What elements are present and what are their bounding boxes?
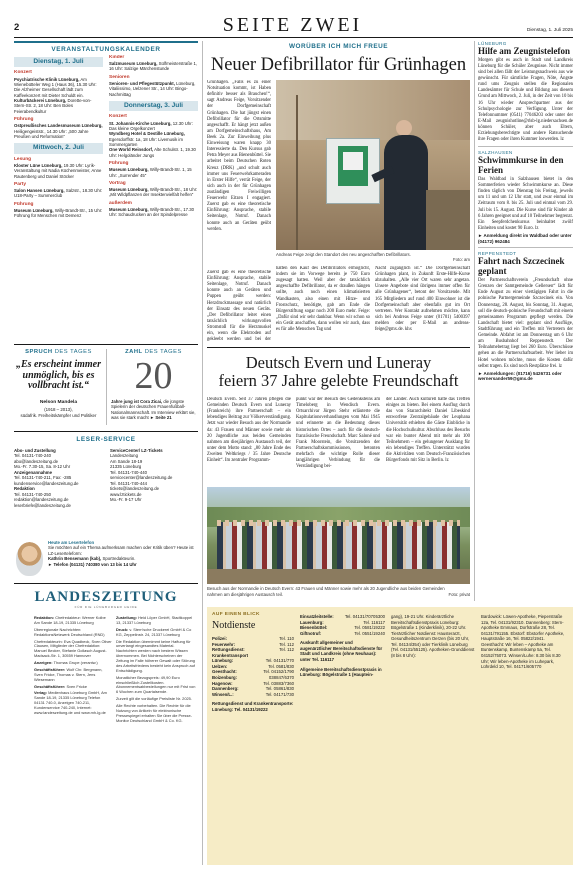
calendar-entry: Senioren- und Pflegestützpunkt, Lüneburg, Vitaliissimo, Uelzener Str., 14 Uhr: Bingo-Nachmittag bbox=[109, 80, 196, 97]
sidebar-note: ► Anmeldung direkt im Waldbad oder unter (04172) 962484 bbox=[478, 232, 572, 244]
sidebar-text: Das Waldbad in Salzhausen bietet in den Sommerferien wieder Schwimmkurse an. Diese finden täglich von Dienstag bis Freitag, jeweils um 11 und um 12 Uhr statt, und zwar einmal im Zeitraum vom 8. bis 25. Juli und einmal vom 29. Juli bis 15. August. Die Kurse sind für Kinder ab 6 Jahren geeignet und auf 10 Teilnehmer begrenzt. Ein Seepferdchenkursus beinhaltet zwölf Einheiten und kostet 90 Euro. lz bbox=[478, 176, 573, 231]
lead-photo-credit: Foto: am bbox=[453, 257, 470, 262]
calendar-category: außerdem bbox=[109, 200, 132, 206]
calendar-category: Vortrag bbox=[109, 180, 126, 186]
notdienste-col-4: Bardowick: Löwen-Apotheke, Pieperstraße 12a, Tel. 04131/92310. Dannenberg: Stern-Apotheke Emmaus, Dorfstraße 28, Tel. 04131/791155. Ebstorf: Ebstorfer Apotheke, Hauptstraße 16, Tel. 05822/1941. Geesthacht: Wir leben – Apotheke am Buntenskamp, Buntenskamp 5a, Tel. 04152/75073. Winsen/Luhe: 8.30 bis 8.30 Uhr; Wir leben-Apotheke im Luhepark, Lührdeld 10, Tel. 04171/605770 bbox=[481, 614, 565, 670]
quote-heading: SPRUCH DES TAGES bbox=[25, 349, 92, 355]
calendar-col-1 bbox=[14, 55, 103, 340]
quote-role: südafrik. Freiheitskämpfer und Politiker bbox=[20, 413, 97, 418]
calendar-category: Führung bbox=[109, 161, 129, 167]
calendar-date: Donnerstag, 3. Juli bbox=[109, 101, 198, 111]
sidebar-text: Der Partnerschaftsverein „Freundschaft ohne Grenzen der Samtgemeinde Gellersen“ lädt für Ende August zu einer viertägigen Fahrt in die polnische Partnergemeinde Szczecinek ein. Von Donnerstag, 28. August, bis Sonntag, 31. August, soll die deutsch-polnische Freundschaft mit einem gemeinsamen Programm gepflegt werden. Die Landschaft bietet viel: geplant sind Ausflüge, Stadtführung und ein Treffen mit Vertretern der Gemeinde. Abfahrt ist am Donnerstag um 6 Uhr am Busbahnhof Reppenstedt. Der Teilnahmebetrag liegt bei 260 Euro. Überschüsse gehen an die Partnerschaftsarbeit. Wer lieber im Hotel wohnen möchte, muss die Kosten dafür selbst tragen. Es sind noch Restplätze frei. lz bbox=[478, 278, 573, 369]
lead-col-1: Grünhagen. „Falls es zu einer Notsituation kommt, ist Haben definitiv besser als Brauchen!“, sagt Andreas Feige, Vorsitzender der Dorfgemeinschaft Grünhagen. Die hat jüngst einen Defibrillator für die Ortsmitte angeschafft. Er hängt jetzt außen am Dorfgemeinschaftshaus, Am Beek 2a. Zur Einweihung plus Einweisung waren knapp 30 Interessierte da. Den Kursus gab Petra Meyer aus Bienenbüttel. Sie arbeitet beim Deutschen Roten Kreuz (DRK) „und schult auch immer uns Feuerwehrkameraden in Erster Hilfe“, verrät Feige, der sich auch in der für Grünhagen zuständigen Freiwilligen Feuerwehr Eitzen I engagiert. Zuerst gab es eine theoretische Einführung: Ansprache, stabile Seitenlage, Notruf. Danach konnte auch an Geräten geübt werden. bbox=[207, 80, 271, 232]
calendar-entry: Museum Lüneburg, Willy-Brandt-Str., 17.30 Uhr: Schaudrucken an der Spindelpresse bbox=[109, 206, 195, 218]
header-rule bbox=[14, 37, 573, 38]
calendar-category: Führung bbox=[14, 201, 34, 207]
calendar-entry: Ostpreußisches Landesmuseum Lüneburg, Heiligengeiststr., 14.30 Uhr: „500 Jahre Preußen und Reformation“ bbox=[14, 123, 103, 139]
page-number: 2 bbox=[14, 22, 20, 33]
calendar-entry: Psychiatrische Klinik Lüneburg, Am Wienebütteler Weg 1 (Haus 36), 15.30 Uhr: Die Alzheimer Gesellschaft lädt zum Kaffeekonzert mit Dieter Schuldt ein. bbox=[14, 76, 97, 98]
sidebar-headline: Schwimmkurse in den Ferien bbox=[478, 155, 564, 176]
group-photo-caption: Besuch aus der Normandie in Deutsch Evern: 43 Frauen und Männer sowie mehr als 20 Jugendliche aus beiden Gemeinden nahmen am diesjährigen Austausch teil. bbox=[207, 586, 445, 597]
notdienste-kicker: AUF EINEN BLICK bbox=[212, 612, 260, 617]
calendar-entry: Wyndberg Hotel & Destille Lüneburg, Egersdorffstr. 1a, 18 Uhr: Livemusik im Sommergarten bbox=[109, 131, 185, 148]
service-col-right: ServiceCenter/ LZ-Tickets Landeszeitung Am Sande 18-19 21335 Lüneburg Tel. 04131-740-440 servicecenter@landeszeitung.de Tel. 04131-740-444 tickets@landeszeitung.de www.lztickets.de Mo.-Fr. 9-17 Uhr bbox=[110, 448, 173, 503]
lead-col-3: hatten den Kauf des Defibrillators ermöglicht, indem sie im Vorwege bereits je 750 Euro zugesagt hatten. Weil aber der tatsächlich angeschaffte Defibrillator, da er draußen hängen sollte, auch noch einen klimatisierten Wandkasten, also einen mit Hitze- und Frostschutz, benötigte, gab am Ende die Bürgerstiftung sogar noch 200 Euro mehr. Feige: „Dafür sind wir sehr dankbar. Wenn wir schon so ein Gerät anschaffen, dann wollen wir auch, dass es für alle Menschen Tag und bbox=[276, 266, 370, 333]
number-link[interactable]: ► Seite 21 bbox=[149, 415, 172, 421]
calendar-col-2 bbox=[109, 55, 198, 340]
sidebar-kicker: SALZHAUSEN bbox=[478, 150, 513, 156]
sidebar bbox=[478, 41, 573, 601]
calendar-category: Führung bbox=[14, 117, 34, 123]
calendar-entry: One World Reinsdorf, Alte Schulstr. 1, 19.30 Uhr: Helgoländer Jungs bbox=[109, 147, 196, 158]
masthead-sub: FÜR DIE LÜNEBURGER HEIDE bbox=[74, 605, 138, 609]
contact-box: Heute am Lesertelefon Sie möchten auf ein Thema aufmerksam machen oder Kritik üben? Heute ist LZ-Leserteleform: Kathrin Bensemann (kab), Sportredakteurin. ► Telefon (04131) 740380 von 13 bis 14 Uhr bbox=[48, 540, 194, 567]
quote-text: „Es erscheint immer unmöglich, bis es vollbracht ist.“ bbox=[16, 359, 102, 391]
calendar-date: Mittwoch, 2. Juli bbox=[14, 143, 103, 153]
sidebar-headline: Fahrt nach Szczecinek geplant bbox=[478, 256, 565, 277]
calendar-top-bar bbox=[14, 41, 198, 43]
notdienste-col-2: Einsatzleitstelle: Tel. 04131/70705300 Lauenburg: Tel. 116117 Bienenbüttel: Tel. 0581/19222 Giftnotruf: Tel. 0551/19240 Auskunft allgemeiner und augenärztlicher Bereitschaftsdienste für Stadt und Landkreis (ohne Neuhaus): unter Tel. 116117 Allgemeine Bereitschaftsdienstpraxis in Lüneburg: Bögelstraße 1 (Hauptein- bbox=[300, 614, 385, 678]
calendar-entry: Salon Hansen Lüneburg, Salzstr., 18.30 Uhr: U18-Party – Summerclub bbox=[14, 188, 103, 199]
calendar-category: Kinder bbox=[109, 55, 125, 60]
sidebar-kicker: REPPENSTEDT bbox=[478, 251, 517, 257]
lead-photo-caption: Andreas Feige zeigt den Standort des neu angeschafften Defibrillators. bbox=[276, 252, 411, 257]
lead-photo bbox=[276, 80, 470, 250]
quote-author: Nelson Mandela bbox=[39, 400, 78, 405]
calendar-entry: St. Johannis-Kirche Lüneburg, 12.30 Uhr: Das kleine Orgelkonzert bbox=[109, 120, 193, 131]
quote-years: (1918 – 2013), bbox=[44, 407, 73, 412]
number-value: 20 bbox=[134, 355, 173, 397]
article-divider bbox=[207, 347, 470, 348]
number-text: Jahre jung ist Cora Zicai, die jüngste Spielerin der deutschen Frauenfußball-Nationalmannschaft. Im Interview erklärt sie, was sie stark macht ► Seite 21 bbox=[111, 399, 196, 421]
masthead: LANDESZEITUNG bbox=[34, 589, 178, 605]
imprint-col-1: Redaktion: Chefredakteur: Werner Kolbe Am Sande 18-19, 21335 Lüneburg Überregionale Nachrichten: RedaktionsNetzwerk Deutschland (RND) Chefredakteurin: Eva Quadbeck, Sven Oliver Clausen, Mitglieder der Chefredaktion: Manuel Becker, Stefanie Gollasch August-Madsack-Str. 1, 30559 Hannover Anzeigen: Thomas Grupe (verantw.) Geschäftsführer: Wolf Chr. Bergmann, Sven Fricke, Thomas v. Stern, Jens Wiesemann Geschäftsführer: Sven Fricke Verlag: Medienhaus Lüneburg GmbH, Am Sande 18-19, 21335 Lüneburg Telefon 04131 740-0, Anzeigen 740-211, Kundenservice 740-240, Internet: www.landeszeitung.de und www.mh-lg.de bbox=[34, 616, 112, 715]
calendar-entry: Kloster Lüne Lüneburg, 19.30 Uhr: Lyrik-Veranstaltung mit Nadia Küchenmeister, Anne Rautenberg und Daniel Stöcker bbox=[14, 162, 102, 179]
calendar-category: Konzert bbox=[14, 70, 32, 76]
calendar-entry: Museum Lüneburg, Willy-Brandt-Str. 1, 15 Uhr: „Surrender 45“ bbox=[109, 167, 192, 178]
notdienste-col-1: Polizei: Tel. 110 Feuerwehr: Tel. 112 Rettungsdienst: Tel. 112 Krankentransport Lüneburg: Tel. 04131/770 Uelzen: Tel. 0581/830 Geesthacht: Tel. 04152/1790 Boizenburg: 038847/6370 Hagenow: Tel. 03883/7360 Dannenberg: Tel. 05861/830 Winsen/L.: Tel. 04171/730 Rettungsdienst und Krankentransporte: Lüneburg: Tel. 04131/19222 bbox=[212, 636, 294, 712]
calendar-heading: VERANSTALTUNGSKALENDER bbox=[51, 46, 161, 53]
calendar-entry: Museum Lüneburg, Willy-Brandt-Str., 15 Uhr: Führung für Menschen mit Demenz bbox=[14, 207, 103, 219]
second-col-1: Deutsch Evern. Seit 37 Jahren pflegen die Gemeinden Deutsch Evern und Luneray (Frankreich) ihre Partnerschaft – ein lebendiges Beitrag zur Völkerverständigung. Jetzt war wieder Besuch aus der Normandie da: 43 Frauen und Männer sowie mehr als 20 Jugendliche aus beiden Gemeinden nahmen am diesjährigen Austausch teil, der unter dem Motto stand: „80 Jahre Ende des Zweiten Weltkriegs / 35 Jahre Deutsche Einheit“. Im zentraler Programm- bbox=[207, 397, 291, 464]
calendar-entry: Kulturbäckerei Lüneburg, Dorette-von-Stern-Str. 2, 18 Uhr: Ben Boles Feierabendkultur bbox=[14, 98, 92, 114]
imprint-col-2: Zustellung: Heid Löper GmbH, Stadtkoppel 13, 21337 Lüneburg Druck: v. Stern'sche Druckerei GmbH & Co KG, Zeppelinstr. 24, 21337 Lüneburg Die Redaktion übernimmt keine Haftung für unverlangt eingesandtes Material. Nachrichten werden nach bestem Wissen übernommen. Bei Nichterscheinen der Zeitung im Falle höherer Gewalt oder Störung des Arbeitsfriedens besteht kein Anspruch auf Entschädigung. Monatlicher Bezugspreis: 49,90 Euro einschließlich Zustellkosten. Abonnementsabbestellungen nur mit Frist von 6 Wochen zum Quartalsende. Zurzeit gilt die vorläufige Preisliste Nr. 2025. Alle Rechte vorbehalten. Die Rechte für die Nutzung von Artikeln für elektronische Pressespiegel erhalten Sie über die Presse-Monitor Deutschland GmbH & Co. KG. bbox=[116, 616, 196, 723]
sidebar-kicker: LÜNEBURG bbox=[478, 41, 507, 46]
sidebar-note: ► Anmeldungen: (01716) 5426731 oder wernersander59@gmx.de bbox=[478, 370, 562, 382]
notdienste-col-3: gang), 19-21 Uhr. Kinderärztliche Bereitschaftsdienstpraxis Lüneburg: Bögelstraße 1 (Kinderklinik), 20-22 Uhr. Tierärztlicher Notdienst: Hausterarzt, Gesundheitszentrum Oerzen (bis 20 Uhr, Tel. 04134/354) oder Tierklinik Lüneburg (Tel. 04131/55125). Apotheken-Grunddienst (8 bis 8 Uhr): bbox=[391, 614, 475, 659]
main-side-divider bbox=[474, 41, 475, 601]
service-heading: LESER-SERVICE bbox=[76, 436, 136, 443]
calendar-category: Konzert bbox=[109, 114, 127, 120]
imprint-top-rule bbox=[14, 583, 198, 584]
calendar-date: Dienstag, 1. Juli bbox=[14, 57, 103, 67]
lead-kicker: WORÜBER ICH MICH FREUE bbox=[288, 43, 389, 50]
sidebar-text: Morgen gibt es auch in Stadt und Landkreis Lüneburg für die Schüler Zeugnisse. Nicht immer sind bei allen fällt der Leistungsnachweis aus wie gewünscht. Für sämtliche Fragen, Nöte, Ängste rund ums Zeugnis stellen die Regionalen Landesämter für Schule und Bildung aus diesem Grund am Mittwoch, 2. Juli, in der Zeit von 10 bis 16 Uhr wieder Ansprechpartner aus der Schulpsychologie zur Verfügung. Unter der Telefonnummer (0541) 77046203 oder unter der E-Mail zeugnishotline@rlsb-lg.niedersachsen.de können Schüler, aber auch Eltern, Erziehungsberechtigte und andere Ratsuchende ihre Fragen oder ihren Kummer loswerden. lz bbox=[478, 57, 573, 143]
group-photo bbox=[207, 487, 470, 584]
dateline: Dienstag, 1. Juli 2025 bbox=[526, 28, 573, 33]
contact-phone[interactable]: ► Telefon (04131) 740380 von 13 bis 14 Uhr bbox=[48, 561, 137, 567]
lead-col-4: Nacht zugänglich ist.“ Die Dorfgemeinschaft Grünhagen plant, in Zukunft Erste-Hilfe-Kurse abzuhalten. „Alle vier Ort waren sehr angetan. Unsere Angebote sind übrigens immer offen für alle Grünhagener“, betont der Vorsitzende. Mit 165 Mitgliedern auf rund 400 Einwohner ist die Dorfgemeinschaft aber ebenfalls gut im Ort vertreten. Wer Kontakt aufnehmen möchte, kann sich bei Andreas Feige unter (01701) 5400397 melden oder per E-Mail an andreas-feige@gmx.de. khx bbox=[375, 266, 470, 333]
calendar-category: Senioren bbox=[109, 74, 130, 80]
lead-col-2: Zuerst gab es eine theoretische Einführung: Ansprache, stabile Seitenlage, Notruf. Danach konnte auch an Geräten und Puppen geübt werden: Herzdruckmassage und natürlich der Einsatz des neuen Geräts. „Der Defibrillator leitet einen tatsächlich wirkungsvollen Stromstoß für die Herzmuskel ein, wenn die Elektroden auf gekleebt werden und bei der bbox=[207, 270, 271, 342]
avatar bbox=[16, 542, 43, 576]
service-top-rule bbox=[14, 431, 198, 432]
calendar-entry: Museum Lüneburg, Willy-Brandt-Str., 18 Uhr: „Mit Wildpflanzen der Insektenvielfalt helfen“ bbox=[109, 187, 198, 198]
lead-headline: Neuer Defibrillator für Grünhagen bbox=[210, 55, 467, 75]
calendar-category: Lesung bbox=[14, 156, 32, 162]
group-photo-credit: Foto: privat bbox=[448, 592, 470, 597]
calendar-category: Party bbox=[14, 181, 26, 187]
calendar-entry: Salzmuseum Lüneburg, Sülfmeisterstraße 1, 16 Uhr: Salzige Märchenstunde bbox=[109, 61, 198, 72]
second-col-3: der Länder. Auch kulturell hatte das Treffen einiges zu bieten. Bei einem Ausflug durch das von Stararchitekt Daniel Libeskind entworfene Zentralgebäude der Leuphana Universität erhielten die Gäste Einblicke in die Hochschulkultur. Abschluss des Besuchs war ein bunter Abend mit mehr als 100 Teilnehmern – ein gelungener Ausklang für ein lebendiges Treffen. Unterstützt wurden die Aktivitäten vom Deutsch-Französischen Bürgerfonds mit Sitz in Berlin. lz bbox=[386, 397, 470, 464]
quote-number-divider bbox=[106, 349, 107, 425]
section-title: SEITE ZWEI bbox=[222, 14, 363, 36]
quote-top-rule bbox=[14, 344, 198, 345]
notdienste-title: Notdienste bbox=[212, 620, 256, 631]
number-heading: ZAHL DES TAGES bbox=[125, 349, 182, 355]
left-main-divider bbox=[202, 41, 203, 865]
second-headline: Deutsch Evern und Luneray feiern 37 Jahre gelebte Freundschaft bbox=[218, 353, 459, 391]
service-col-left: Abo- und Zustellung Tel. 04131-740-240 abo@landeszeitung.de Mo.-Fr. 7.30-15, Sa. 8-12 Uhr Anzeigenannahme Tel. 04131-740-211, Fax: -285 kundenservice@landeszeitung.de Redaktion Tel. 04131-740-250 redaktion@landeszeitung.de leserbriefe@landeszeitung.de bbox=[14, 448, 79, 508]
second-col-2: punkt war der Besuch des Gedenksteins am Timeloberg in Wendisch Evern. Ortsarchivar Jürgen Stehr erläuterte die Kapitulationsverhandlungen vom Mai 1945 und erinnerte an die Bedeutung dieses historischen Ortes – auch für die deutsch-französische Freundschaft. Marc Saloné und Frank Moorstein, die Vorsitzenden der Partnerschaftskommissionen, betonten mehrfach die wichtige Rolle dieser langjährigen Verbindung für die Verständigung bei- bbox=[296, 397, 380, 470]
sidebar-headline: Hilfe am Zeugnistelefon bbox=[478, 45, 570, 56]
